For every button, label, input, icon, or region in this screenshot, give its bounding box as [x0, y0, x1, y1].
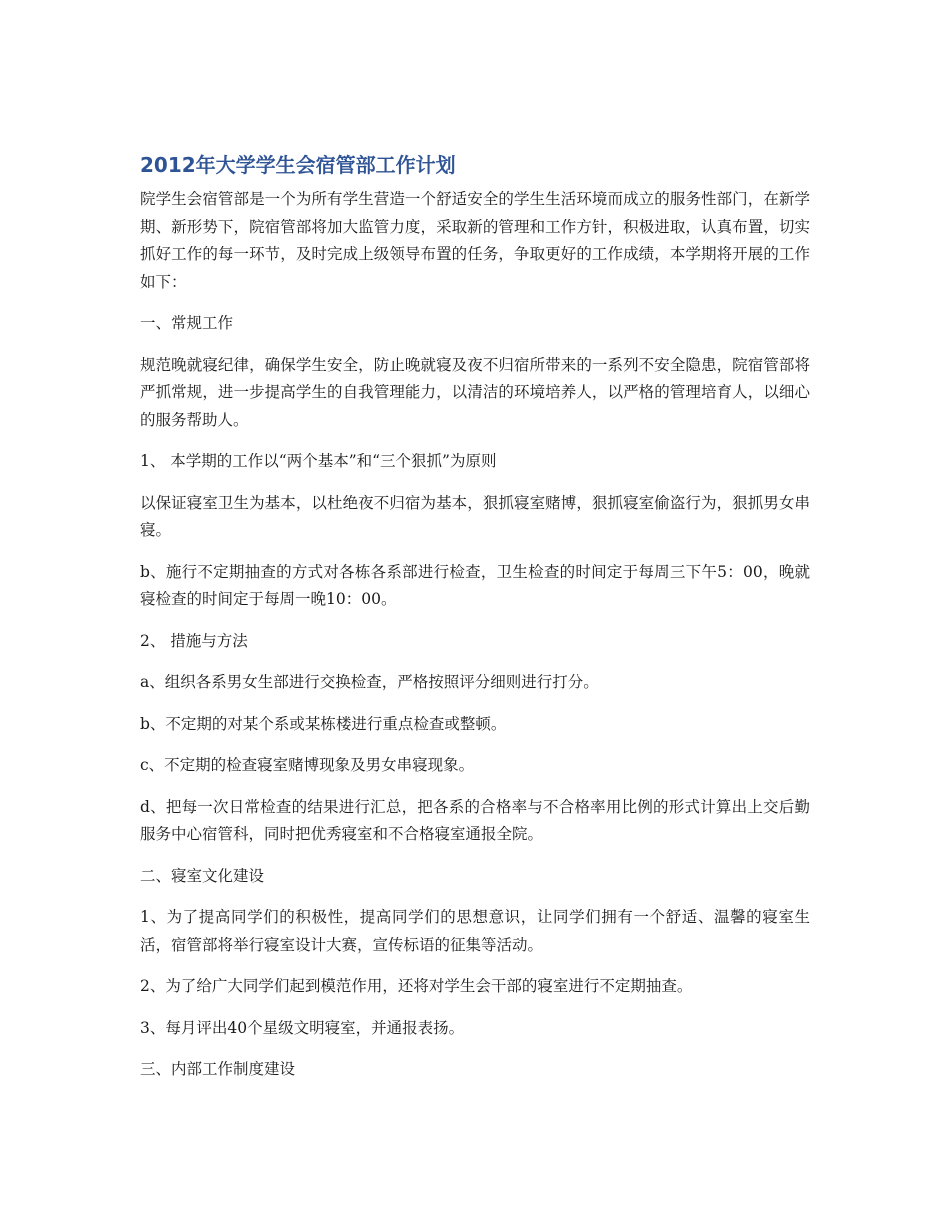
- measure-item-b: b、不定期的对某个系或某栋楼进行重点检查或整顿。: [140, 714, 507, 733]
- routine-work-paragraph: 规范晚就寝纪律，确保学生安全，防止晚就寝及夜不归宿所带来的一系列不安全隐患，院宿管部将严抓常规，进一步提高学生的自我管理能力，以清洁的环境培养人，以严格的管理培育人，以细心的服务帮助人。: [140, 355, 810, 429]
- dorm-culture-item-2: 2、为了给广大同学们起到模范作用，还将对学生会干部的寝室进行不定期抽查。: [140, 977, 693, 995]
- subheading-measures: 2、 措施与方法: [140, 631, 248, 650]
- section-heading-internal-system: 三、内部工作制度建设: [140, 1060, 296, 1078]
- document-page: [140, 150, 810, 1098]
- inspection-schedule-paragraph: b、施行不定期抽查的方式对各栋各系部进行检查，卫生检查的时间定于每周三下午5：00，晚就寝检查的时间定于每周一晚10：00。: [140, 562, 810, 608]
- subheading-principles: 1、 本学期的工作以“两个基本”和“三个狠抓”为原则: [140, 452, 497, 470]
- section-heading-dorm-culture: 二、寝室文化建设: [140, 866, 265, 885]
- measure-item-d: d、把每一次日常检查的结果进行汇总，把各系的合格率与不合格率用比例的形式计算出上交后勤服务中心宿管科，同时把优秀寝室和不合格寝室通报全院。: [140, 797, 810, 843]
- measure-item-a: a、组织各系男女生部进行交换检查，严格按照评分细则进行打分。: [140, 673, 599, 691]
- dorm-culture-item-1: 1、为了提高同学们的积极性，提高同学们的思想意识，让同学们拥有一个舒适、温馨的寝室生活，宿管部将举行寝室设计大赛，宣传标语的征集等活动。: [140, 908, 810, 954]
- measure-item-c: c、不定期的检查寝室赌博现象及男女串寝现象。: [140, 756, 475, 774]
- intro-paragraph: 院学生会宿管部是一个为所有学生营造一个舒适安全的学生生活环境而成立的服务性部门，在新学期、新形势下，院宿管部将加大监管力度，采取新的管理和工作方针，积极进取，认真布置，切实抓好工作的每一环节，及时完成上级领导布置的任务，争取更好的工作成绩，本学期将开展的工作如下：: [140, 190, 810, 291]
- document-title: 2012年大学学生会宿管部工作计划: [140, 153, 456, 177]
- section-heading-routine-work: 一、常规工作: [140, 314, 234, 332]
- principles-paragraph: 以保证寝室卫生为基本，以杜绝夜不归宿为基本，狠抓寝室赌博，狠抓寝室偷盗行为，狠抓男女串寝。: [140, 493, 810, 539]
- dorm-culture-item-3: 3、每月评出40个星级文明寝室，并通报表扬。: [140, 1018, 465, 1037]
